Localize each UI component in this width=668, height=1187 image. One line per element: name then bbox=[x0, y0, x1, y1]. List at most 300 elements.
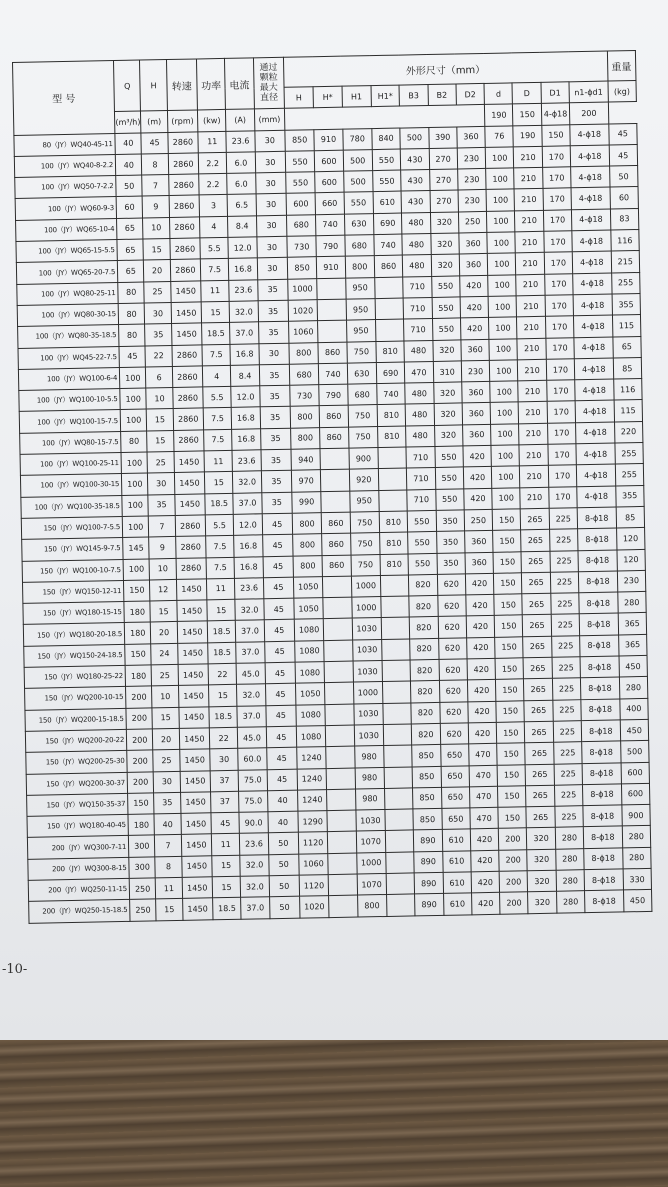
value-cell: 1080 bbox=[296, 726, 326, 748]
value-cell: 60 bbox=[610, 187, 639, 209]
value-cell: 230 bbox=[457, 169, 486, 191]
value-cell: 820 bbox=[410, 638, 439, 660]
value-cell: 150 bbox=[496, 700, 525, 722]
value-cell bbox=[317, 299, 346, 321]
value-cell: 480 bbox=[402, 212, 431, 234]
value-cell bbox=[385, 809, 414, 831]
value-cell: 90.0 bbox=[239, 812, 268, 834]
value-cell: 8.4 bbox=[231, 365, 260, 387]
value-cell: 2860 bbox=[172, 387, 203, 409]
value-cell: 100 bbox=[487, 211, 516, 233]
value-cell: 270 bbox=[430, 190, 459, 212]
value-cell: 9 bbox=[149, 537, 176, 559]
value-cell: 8-ϕ18 bbox=[577, 507, 616, 529]
value-cell: 115 bbox=[612, 315, 641, 337]
particle-line-1: 通过 bbox=[259, 63, 278, 74]
value-cell: 1450 bbox=[181, 855, 212, 877]
value-cell bbox=[326, 746, 355, 768]
dim-col-h-star: H* bbox=[313, 86, 342, 108]
value-cell: 225 bbox=[552, 657, 581, 679]
value-cell: 30 bbox=[145, 302, 172, 324]
value-cell: 750 bbox=[350, 511, 380, 533]
value-cell: 265 bbox=[526, 785, 555, 807]
first-row-flange: 4-ϕ18 bbox=[541, 103, 570, 125]
model-cell: 100（JY）WQ100-10-5.5 bbox=[19, 389, 121, 412]
model-cell: 150（JY）WQ150-35-37 bbox=[27, 793, 129, 816]
value-cell: 470 bbox=[470, 807, 499, 829]
unit-particle: (mm) bbox=[254, 109, 285, 131]
value-cell: 1120 bbox=[298, 832, 328, 854]
model-cell: 100（JY）WQ45-22-7.5 bbox=[18, 346, 120, 369]
value-cell bbox=[323, 576, 352, 598]
value-cell: 6.5 bbox=[227, 194, 256, 216]
value-cell: 210 bbox=[515, 231, 544, 253]
value-cell bbox=[384, 745, 413, 767]
value-cell: 365 bbox=[618, 613, 647, 635]
value-cell: 50 bbox=[269, 896, 300, 918]
header-model: 型 号 bbox=[13, 61, 115, 136]
value-cell: 45 bbox=[263, 556, 294, 578]
particle-line-4: 直径 bbox=[259, 93, 279, 104]
value-cell: 170 bbox=[547, 422, 576, 444]
value-cell: 1030 bbox=[354, 724, 384, 746]
value-cell: 170 bbox=[544, 231, 573, 253]
value-cell: 7.5 bbox=[200, 259, 229, 281]
value-cell: 620 bbox=[439, 659, 468, 681]
value-cell: 600 bbox=[621, 783, 650, 805]
value-cell: 550 bbox=[286, 172, 316, 194]
value-cell: 365 bbox=[618, 634, 647, 656]
value-cell: 8-ϕ18 bbox=[583, 784, 622, 806]
value-cell: 22 bbox=[209, 727, 238, 749]
value-cell: 100 bbox=[487, 232, 516, 254]
value-cell: 85 bbox=[613, 357, 642, 379]
value-cell: 680 bbox=[347, 384, 377, 406]
value-cell: 850 bbox=[413, 808, 442, 830]
value-cell: 80 bbox=[121, 431, 148, 453]
value-cell: 35 bbox=[258, 300, 289, 322]
value-cell: 270 bbox=[429, 148, 458, 170]
model-cell: 150（JY）WQ100-7-5.5 bbox=[21, 516, 123, 539]
value-cell: 76 bbox=[485, 125, 514, 147]
value-cell: 30 bbox=[254, 130, 285, 152]
value-cell: 800 bbox=[290, 406, 320, 428]
value-cell: 300 bbox=[129, 857, 156, 879]
model-cell: 150（JY）WQ145-9-7.5 bbox=[22, 538, 124, 561]
value-cell: 1080 bbox=[296, 704, 326, 726]
value-cell: 800 bbox=[289, 342, 319, 364]
page-number: -10- bbox=[2, 962, 28, 977]
value-cell: 4-ϕ18 bbox=[571, 166, 610, 188]
value-cell: 480 bbox=[405, 404, 434, 426]
value-cell: 45.0 bbox=[238, 727, 267, 749]
value-cell: 420 bbox=[471, 871, 500, 893]
value-cell: 2860 bbox=[173, 430, 204, 452]
value-cell: 790 bbox=[316, 235, 345, 257]
value-cell: 100 bbox=[488, 296, 517, 318]
value-cell: 280 bbox=[556, 891, 585, 913]
value-cell: 15 bbox=[209, 685, 238, 707]
value-cell: 65 bbox=[117, 218, 144, 240]
value-cell bbox=[381, 596, 410, 618]
value-cell: 225 bbox=[555, 806, 584, 828]
value-cell: 710 bbox=[406, 447, 435, 469]
value-cell: 1000 bbox=[356, 852, 386, 874]
value-cell: 1030 bbox=[353, 661, 383, 683]
value-cell: 550 bbox=[373, 170, 402, 192]
value-cell: 45 bbox=[264, 641, 295, 663]
value-cell: 820 bbox=[409, 596, 438, 618]
value-cell: 800 bbox=[292, 513, 322, 535]
pump-spec-table bbox=[12, 50, 652, 923]
value-cell: 35 bbox=[145, 324, 172, 346]
value-cell: 2.2 bbox=[199, 174, 228, 196]
value-cell bbox=[375, 319, 404, 341]
model-cell: 150（JY）WQ200-25-30 bbox=[26, 751, 128, 774]
value-cell: 265 bbox=[525, 721, 554, 743]
value-cell: 360 bbox=[462, 424, 491, 446]
value-cell: 320 bbox=[430, 233, 459, 255]
value-cell: 800 bbox=[291, 427, 321, 449]
value-cell: 900 bbox=[621, 804, 650, 826]
value-cell: 680 bbox=[286, 214, 316, 236]
value-cell: 550 bbox=[372, 149, 401, 171]
value-cell: 100 bbox=[490, 381, 519, 403]
value-cell: 100 bbox=[121, 452, 148, 474]
value-cell: 420 bbox=[466, 594, 495, 616]
value-cell: 8-ϕ18 bbox=[578, 528, 617, 550]
value-cell: 265 bbox=[526, 764, 555, 786]
value-cell: 30 bbox=[255, 172, 286, 194]
model-cell: 100（JY）WQ40-8-2.2 bbox=[14, 154, 116, 177]
value-cell: 100 bbox=[489, 338, 518, 360]
model-cell: 100（JY）WQ65-20-7.5 bbox=[16, 261, 118, 284]
value-cell: 1080 bbox=[295, 640, 325, 662]
value-cell: 37.0 bbox=[237, 705, 266, 727]
value-cell: 610 bbox=[442, 829, 471, 851]
value-cell: 850 bbox=[412, 745, 441, 767]
value-cell: 2860 bbox=[169, 217, 200, 239]
value-cell: 35 bbox=[148, 494, 175, 516]
value-cell: 210 bbox=[517, 317, 546, 339]
value-cell: 6.0 bbox=[227, 173, 256, 195]
value-cell: 480 bbox=[406, 425, 435, 447]
value-cell: 470 bbox=[469, 786, 498, 808]
value-cell: 280 bbox=[622, 847, 651, 869]
value-cell: 280 bbox=[556, 870, 585, 892]
value-cell bbox=[378, 447, 407, 469]
value-cell: 680 bbox=[289, 364, 319, 386]
value-cell: 4-ϕ18 bbox=[574, 358, 613, 380]
value-cell: 210 bbox=[517, 295, 546, 317]
value-cell: 360 bbox=[459, 232, 488, 254]
value-cell: 100 bbox=[491, 445, 520, 467]
value-cell: 65 bbox=[117, 260, 144, 282]
value-cell: 200 bbox=[127, 771, 154, 793]
value-cell bbox=[382, 639, 411, 661]
value-cell: 800 bbox=[293, 555, 323, 577]
value-cell: 280 bbox=[619, 677, 648, 699]
value-cell: 23.6 bbox=[226, 130, 255, 152]
value-cell: 210 bbox=[520, 466, 549, 488]
model-cell: 200（JY）WQ300-8-15 bbox=[28, 857, 130, 880]
value-cell: 320 bbox=[527, 849, 556, 871]
value-cell: 1450 bbox=[176, 579, 207, 601]
value-cell: 310 bbox=[433, 361, 462, 383]
value-cell: 210 bbox=[518, 380, 547, 402]
value-cell: 40 bbox=[268, 811, 299, 833]
header-q: Q bbox=[114, 60, 141, 112]
value-cell: 610 bbox=[443, 893, 472, 915]
value-cell: 265 bbox=[523, 615, 552, 637]
value-cell: 8-ϕ18 bbox=[580, 635, 619, 657]
value-cell: 100 bbox=[491, 424, 520, 446]
value-cell: 8 bbox=[142, 153, 169, 175]
value-cell: 170 bbox=[542, 167, 571, 189]
value-cell: 1000 bbox=[353, 682, 383, 704]
value-cell: 200 bbox=[126, 686, 153, 708]
value-cell: 320 bbox=[431, 254, 460, 276]
first-row-weight: 200 bbox=[569, 102, 608, 124]
value-cell: 180 bbox=[124, 601, 151, 623]
value-cell: 265 bbox=[524, 657, 553, 679]
value-cell: 4-ϕ18 bbox=[577, 486, 616, 508]
value-cell bbox=[327, 789, 356, 811]
value-cell: 500 bbox=[343, 171, 373, 193]
value-cell: 850 bbox=[287, 257, 317, 279]
value-cell: 35 bbox=[259, 385, 290, 407]
value-cell: 820 bbox=[410, 659, 439, 681]
value-cell: 255 bbox=[614, 443, 643, 465]
value-cell: 180 bbox=[125, 665, 152, 687]
value-cell: 15 bbox=[204, 472, 233, 494]
value-cell: 250 bbox=[458, 211, 487, 233]
value-cell: 35 bbox=[259, 364, 290, 386]
value-cell: 150 bbox=[497, 743, 526, 765]
value-cell: 710 bbox=[404, 319, 433, 341]
value-cell: 390 bbox=[428, 127, 457, 149]
value-cell: 225 bbox=[553, 721, 582, 743]
value-cell: 40 bbox=[115, 154, 142, 176]
value-cell bbox=[378, 468, 407, 490]
value-cell: 225 bbox=[554, 763, 583, 785]
value-cell: 740 bbox=[316, 214, 345, 236]
value-cell: 740 bbox=[374, 234, 403, 256]
value-cell: 120 bbox=[617, 549, 646, 571]
header-power: 功率 bbox=[196, 58, 225, 110]
value-cell: 1070 bbox=[356, 831, 386, 853]
value-cell: 860 bbox=[374, 255, 403, 277]
value-cell: 170 bbox=[548, 465, 577, 487]
value-cell: 30 bbox=[257, 236, 288, 258]
value-cell: 420 bbox=[468, 722, 497, 744]
value-cell: 480 bbox=[402, 234, 431, 256]
value-cell: 1240 bbox=[297, 747, 327, 769]
value-cell: 980 bbox=[354, 746, 384, 768]
value-cell: 115 bbox=[614, 400, 643, 422]
value-cell: 950 bbox=[349, 490, 379, 512]
value-cell: 170 bbox=[544, 252, 573, 274]
value-cell: 620 bbox=[439, 680, 468, 702]
value-cell: 690 bbox=[376, 362, 405, 384]
value-cell: 800 bbox=[293, 534, 323, 556]
value-cell: 480 bbox=[405, 383, 434, 405]
value-cell: 430 bbox=[401, 191, 430, 213]
value-cell: 1450 bbox=[175, 494, 206, 516]
value-cell: 1450 bbox=[181, 813, 212, 835]
value-cell: 40 bbox=[154, 813, 181, 835]
unit-current: (A) bbox=[226, 109, 255, 131]
value-cell: 820 bbox=[411, 681, 440, 703]
value-cell: 15 bbox=[152, 707, 179, 729]
model-cell: 100（JY）WQ100-6-4 bbox=[18, 367, 120, 390]
value-cell bbox=[386, 852, 415, 874]
value-cell: 18.5 bbox=[209, 706, 238, 728]
value-cell: 820 bbox=[411, 702, 440, 724]
model-cell: 100（JY）WQ80-25-11 bbox=[17, 282, 119, 305]
value-cell: 650 bbox=[441, 787, 470, 809]
value-cell: 5.5 bbox=[200, 237, 229, 259]
unit-power: (kw) bbox=[197, 110, 226, 132]
value-cell: 45 bbox=[265, 662, 296, 684]
value-cell: 225 bbox=[553, 742, 582, 764]
value-cell: 790 bbox=[319, 384, 348, 406]
value-cell: 710 bbox=[407, 489, 436, 511]
value-cell bbox=[321, 469, 350, 491]
value-cell: 810 bbox=[380, 554, 409, 576]
value-cell bbox=[380, 575, 409, 597]
value-cell: 50 bbox=[609, 166, 638, 188]
value-cell: 1450 bbox=[170, 281, 201, 303]
value-cell: 45 bbox=[263, 598, 294, 620]
value-cell: 450 bbox=[620, 719, 649, 741]
value-cell: 8-ϕ18 bbox=[582, 762, 621, 784]
unit-q: (m³/h) bbox=[115, 111, 142, 133]
value-cell: 10 bbox=[146, 388, 173, 410]
value-cell: 1450 bbox=[179, 749, 210, 771]
value-cell bbox=[327, 810, 356, 832]
value-cell: 850 bbox=[413, 787, 442, 809]
value-cell: 500 bbox=[400, 127, 429, 149]
value-cell: 650 bbox=[441, 808, 470, 830]
value-cell: 990 bbox=[292, 491, 322, 513]
value-cell: 225 bbox=[554, 784, 583, 806]
value-cell: 18.5 bbox=[207, 621, 236, 643]
value-cell: 116 bbox=[613, 379, 642, 401]
value-cell: 170 bbox=[545, 316, 574, 338]
value-cell: 950 bbox=[345, 277, 375, 299]
value-cell: 30 bbox=[256, 215, 287, 237]
value-cell: 280 bbox=[617, 592, 646, 614]
value-cell: 210 bbox=[520, 487, 549, 509]
value-cell: 7 bbox=[155, 835, 182, 857]
value-cell: 15 bbox=[147, 409, 174, 431]
value-cell: 1450 bbox=[179, 728, 210, 750]
value-cell: 2860 bbox=[169, 195, 200, 217]
value-cell: 100 bbox=[120, 388, 147, 410]
value-cell: 100 bbox=[490, 402, 519, 424]
model-cell: 200（JY）WQ250-11-15 bbox=[28, 878, 130, 901]
value-cell: 620 bbox=[437, 595, 466, 617]
value-cell: 5.5 bbox=[203, 387, 232, 409]
value-cell bbox=[379, 490, 408, 512]
value-cell: 1000 bbox=[351, 597, 381, 619]
model-cell: 150（JY）WQ200-15-18.5 bbox=[25, 708, 127, 731]
value-cell: 355 bbox=[612, 293, 641, 315]
value-cell: 210 bbox=[519, 444, 548, 466]
value-cell: 1070 bbox=[357, 873, 387, 895]
value-cell: 450 bbox=[623, 890, 652, 912]
value-cell: 100 bbox=[492, 487, 521, 509]
value-cell: 11 bbox=[204, 450, 233, 472]
value-cell: 10 bbox=[149, 558, 176, 580]
value-cell: 16.8 bbox=[234, 556, 263, 578]
value-cell: 1450 bbox=[174, 451, 205, 473]
value-cell: 210 bbox=[518, 359, 547, 381]
value-cell: 420 bbox=[470, 829, 499, 851]
value-cell: 40 bbox=[115, 133, 142, 155]
value-cell: 800 bbox=[357, 895, 387, 917]
value-cell: 2860 bbox=[175, 515, 206, 537]
value-cell: 35 bbox=[257, 279, 288, 301]
value-cell: 980 bbox=[355, 767, 385, 789]
value-cell: 630 bbox=[344, 213, 374, 235]
value-cell: 4-ϕ18 bbox=[576, 422, 615, 444]
value-cell: 750 bbox=[350, 533, 380, 555]
value-cell: 80 bbox=[119, 324, 146, 346]
model-cell: 150（JY）WQ200-30-37 bbox=[26, 772, 128, 795]
value-cell: 2860 bbox=[170, 238, 201, 260]
value-cell: 1050 bbox=[293, 576, 323, 598]
model-cell: 100（JY）WQ100-25-11 bbox=[20, 453, 122, 476]
value-cell: 420 bbox=[466, 616, 495, 638]
value-cell: 1240 bbox=[297, 768, 327, 790]
value-cell: 8 bbox=[155, 856, 182, 878]
value-cell: 45 bbox=[266, 726, 297, 748]
model-cell: 150（JY）WQ150-24-18.5 bbox=[24, 644, 126, 667]
value-cell: 8-ϕ18 bbox=[583, 805, 622, 827]
particle-line-3: 最大 bbox=[259, 83, 278, 94]
dim-col-h1-star: H1* bbox=[371, 85, 400, 107]
value-cell: 550 bbox=[435, 467, 464, 489]
value-cell: 65 bbox=[117, 239, 144, 261]
value-cell: 16.8 bbox=[232, 429, 261, 451]
model-cell: 100（JY）WQ80-35-18.5 bbox=[18, 325, 120, 348]
header-current: 电流 bbox=[225, 58, 254, 110]
value-cell: 730 bbox=[290, 385, 320, 407]
value-cell: 37.0 bbox=[241, 897, 270, 919]
value-cell: 11 bbox=[156, 877, 183, 899]
value-cell: 150 bbox=[495, 658, 524, 680]
value-cell: 420 bbox=[468, 701, 497, 723]
value-cell: 420 bbox=[467, 658, 496, 680]
value-cell: 30 bbox=[257, 258, 288, 280]
value-cell: 550 bbox=[431, 276, 460, 298]
model-cell: 100（JY）WQ80-30-15 bbox=[17, 303, 119, 326]
value-cell: 4-ϕ18 bbox=[574, 337, 613, 359]
value-cell: 150 bbox=[494, 573, 523, 595]
value-cell: 265 bbox=[522, 572, 551, 594]
value-cell bbox=[323, 597, 352, 619]
value-cell: 15 bbox=[212, 855, 241, 877]
value-cell: 75.0 bbox=[238, 769, 267, 791]
value-cell: 2860 bbox=[168, 174, 199, 196]
value-cell: 150 bbox=[496, 679, 525, 701]
value-cell: 7 bbox=[149, 515, 176, 537]
value-cell: 420 bbox=[460, 318, 489, 340]
value-cell: 230 bbox=[458, 190, 487, 212]
value-cell: 15 bbox=[150, 601, 177, 623]
